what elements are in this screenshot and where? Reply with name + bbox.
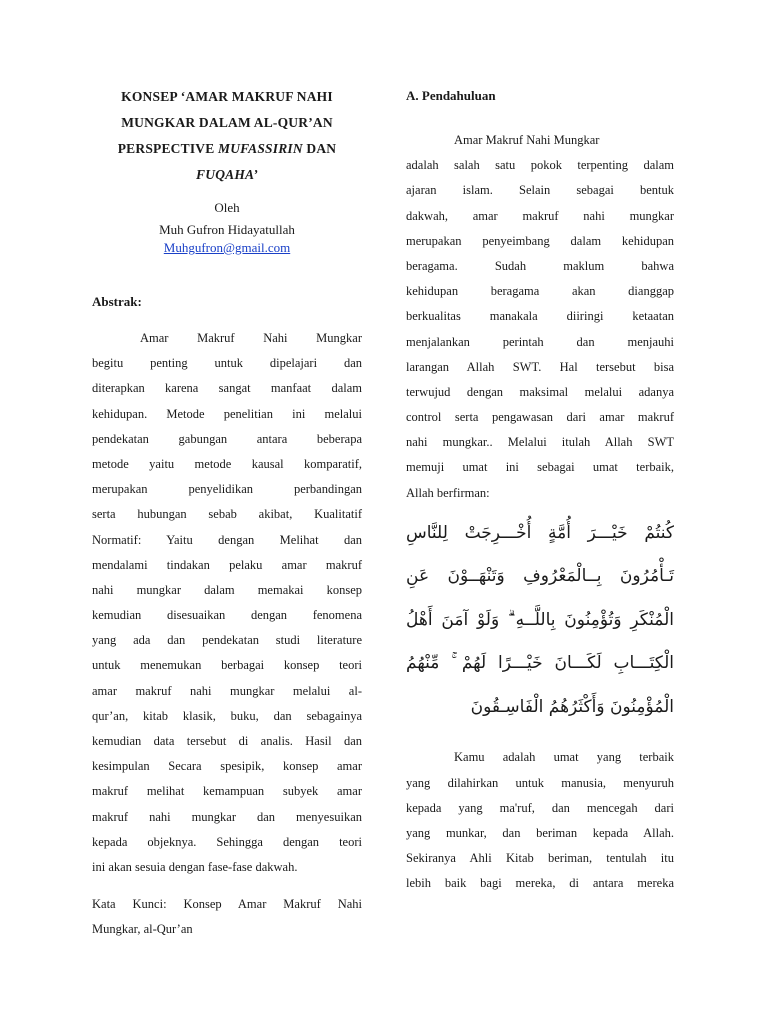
intro-body	[406, 128, 674, 506]
abstract-line: Amar Makruf Nahi Mungkar	[140, 331, 362, 345]
title-line4-italic: FUQAHA’	[196, 167, 258, 182]
title-line	[92, 136, 362, 162]
title-line3-italic: MUFASSIRIN	[218, 141, 303, 156]
title-line: MUNGKAR DALAM AL-QUR’AN	[121, 115, 333, 130]
title-line	[92, 162, 362, 188]
intro-line: control serta pengawasan dari amar makruf	[406, 410, 674, 425]
translation-line: Kamu adalah umat yang terbaik	[454, 750, 674, 765]
section-heading: A. Pendahuluan	[406, 88, 496, 103]
abstract-line: kemudian disesuaikan dengan fenomena	[92, 608, 362, 623]
left-column	[92, 84, 362, 943]
abstract-line: makruf nahi mungkar dan menyesuikan	[92, 809, 362, 824]
abstract-line: Normatif: Yaitu dengan Melihat dan	[92, 532, 362, 547]
abstract-line: merupakan penyelidikan perbandingan	[92, 482, 362, 497]
keywords	[92, 892, 362, 942]
verse-translation	[406, 745, 674, 896]
abstract-line: kesimpulan Secara spesipik, konsep amar	[92, 759, 362, 774]
abstract-line: makruf melihat kemampuan subyek amar	[92, 784, 362, 799]
intro-line: berkualitas manakala diiringi ketaatan	[406, 309, 674, 324]
verse-line: الْمُنْكَرِ وَتُؤْمِنُونَ بِاللَّــهِ ۗ وَلَوْ آمَنَ أَهْلُ	[406, 609, 674, 630]
title-line3-suffix: DAN	[302, 141, 337, 156]
abstract-line: untuk menemukan berbagai konsep teori	[92, 658, 362, 673]
translation-line: yang munkar, dan beriman kepada Allah.	[406, 825, 674, 840]
abstract-line: yang ada dan pendekatan studi literature	[92, 633, 362, 648]
abstract-line: pendekatan gabungan antara beberapa	[92, 431, 362, 446]
intro-line: terwujud dengan maksimal melalui adanya	[406, 384, 674, 399]
verse-line: الْكِتَـــابِ لَكَـــانَ خَيْـــرًا لَهُمْ ۚ مِّنْهُمُ	[406, 653, 674, 674]
right-column	[406, 84, 674, 896]
intro-line: Amar Makruf Nahi Mungkar	[454, 133, 600, 147]
abstract-line: kemudian data tersebut di analis. Hasil dan	[92, 734, 362, 748]
spacer	[406, 729, 674, 745]
intro-line: kehidupan beragama akan dianggap	[406, 284, 674, 299]
intro-line: merupakan penyeimbang dalam kehidupan	[406, 233, 674, 248]
author-email	[92, 240, 362, 256]
abstract-line: serta hubungan sebab akibat, Kualitatif	[92, 507, 362, 522]
translation-line: yang dilahirkan untuk manusia, menyuruh	[406, 775, 674, 790]
abstract-line: nahi mungkar dalam memakai konsep	[92, 582, 362, 597]
verse-line: تَـأْمُرُونَ بِــالْمَعْرُوفِ وَتَنْهَــوْنَ عَنِ	[406, 566, 674, 587]
intro-line: ajaran islam. Selain sebagai bentuk	[406, 183, 674, 198]
email-link[interactable]: Muhgufron@gmail.com	[163, 240, 291, 255]
translation-line: Sekiranya Ahli Kitab beriman, tentulah itu	[406, 851, 674, 866]
abstract-line: amar makruf nahi mungkar melalui al-	[92, 683, 362, 698]
abstract-heading: Abstrak:	[92, 294, 142, 309]
abstract-line: begitu penting untuk dipelajari dan	[92, 356, 362, 371]
intro-line: Allah berfirman:	[406, 485, 490, 500]
intro-line: adalah salah satu pokok terpenting dalam	[406, 158, 674, 173]
abstract-line: diterapkan karena sangat manfaat dalam	[92, 381, 362, 396]
keywords-line: Mungkar, al-Qur’an	[92, 922, 193, 937]
title-line3-prefix: PERSPECTIVE	[117, 141, 219, 156]
abstract-line: kehidupan. Metode penelitian ini melalui	[92, 406, 362, 421]
intro-line: nahi mungkar.. Melalui itulah Allah SWT	[406, 435, 674, 450]
abstract-line: ini akan sesuia dengan fase-fase dakwah.	[92, 859, 298, 874]
verse-line: الْمُؤْمِنُونَ وَأَكْثَرُهُمُ الْفَاسِـقُونَ	[470, 696, 674, 717]
abstract-line: kepada objeknya. Sehingga dengan teori	[92, 834, 362, 849]
intro-line: menjalankan perintah dan menjauhi	[406, 334, 674, 349]
intro-line: beragama. Sudah maklum bahwa	[406, 258, 674, 273]
keywords-line: Kata Kunci: Konsep Amar Makruf Nahi	[92, 897, 362, 912]
translation-line: lebih baik bagi mereka, di antara mereka	[406, 876, 674, 891]
translation-line: kepada yang ma'ruf, dan mencegah dari	[406, 800, 674, 815]
paper-title	[92, 84, 362, 188]
intro-line: memuji umat ini sebagai umat terbaik,	[406, 460, 674, 475]
abstract-line: qur’an, kitab klasik, buku, dan sebagainya	[92, 708, 362, 723]
title-line: KONSEP ‘AMAR MAKRUF NAHI	[121, 89, 333, 104]
abstract-body	[92, 326, 362, 880]
author-name: Muh Gufron Hidayatullah	[159, 222, 295, 237]
byline-label: Oleh	[214, 200, 240, 215]
intro-line: larangan Allah SWT. Hal tersebut bisa	[406, 359, 674, 374]
verse-line: كُنتُمْ خَيْـــرَ أُمَّةٍ أُخْـــرِجَتْ لِلنَّاسِ	[406, 522, 674, 543]
abstract-line: metode yaitu metode kausal komparatif,	[92, 456, 362, 471]
abstract-line: mendalami tindakan pelaku amar makruf	[92, 557, 362, 572]
intro-line: dakwah, amar makruf nahi mungkar	[406, 208, 674, 223]
quran-verse	[406, 512, 674, 730]
